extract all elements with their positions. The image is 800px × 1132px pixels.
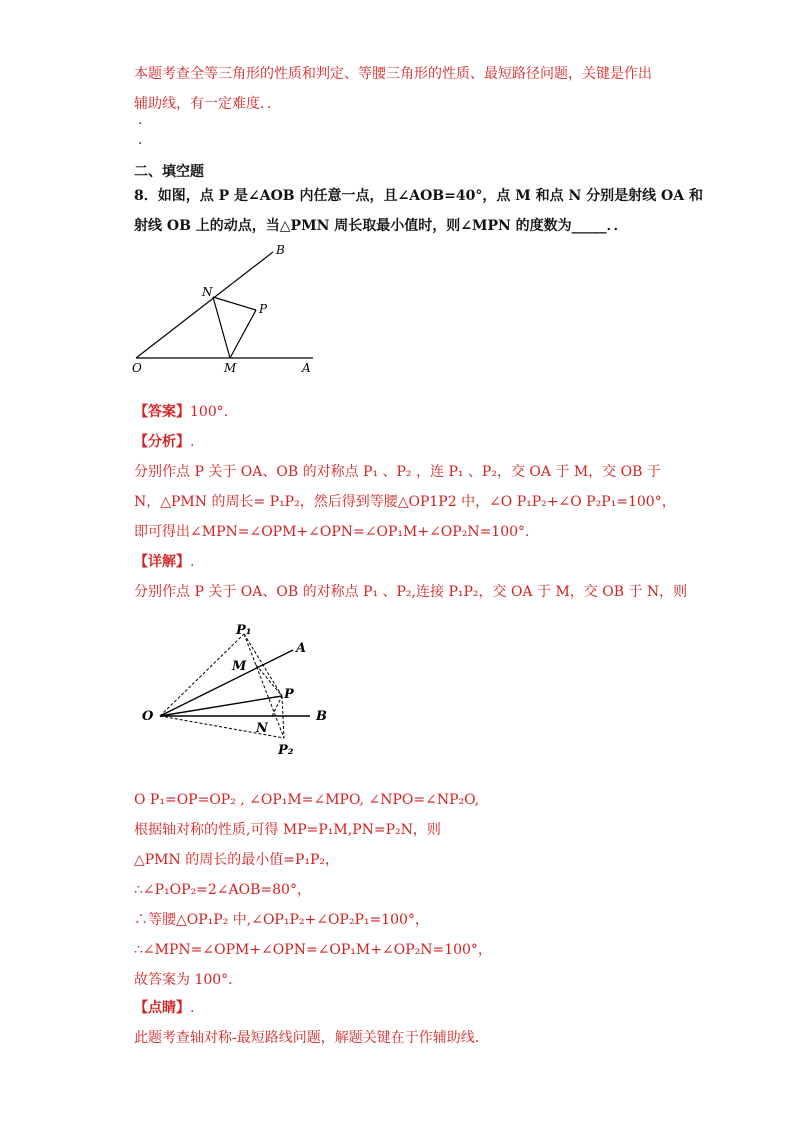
- label-p1: P₁: [236, 623, 252, 638]
- solution-line-4: ∴∠P₁OP₂=2∠AOB=80°，: [134, 882, 311, 898]
- answer-value: 100°.: [190, 404, 229, 420]
- detail-tag: 【详解】: [134, 554, 190, 570]
- ray-ob: [136, 252, 273, 358]
- detail-tail: .: [190, 554, 195, 570]
- dashed-p1p: [244, 634, 282, 696]
- solution-line-3: △PMN 的周长的最小值=P₁P₂，: [134, 852, 340, 868]
- label-a: A: [296, 641, 307, 656]
- label-p: P: [259, 302, 268, 316]
- question-line-1: 8．如图，点 P 是∠AOB 内任意一点，且∠AOB=40°，点 M 和点 N 分别是射线 OA 和: [134, 188, 703, 204]
- remark-tail: .: [190, 1000, 195, 1016]
- dashed-mp: [256, 665, 282, 696]
- segment-pm: [230, 310, 256, 358]
- segment-np: [213, 297, 256, 310]
- answer-row: [134, 402, 228, 422]
- remark-row: [134, 998, 194, 1018]
- remark-line-1: 此题考查轴对称-最短路线问题，解题关键在于作辅助线.: [134, 1030, 480, 1046]
- analysis-line-1: 分别作点 P 关于 OA、OB 的对称点 P₁ 、P₂ ，连 P₁ 、P₂，交 OA 于 M，交 OB 于: [134, 464, 661, 480]
- label-p2: P₂: [278, 743, 294, 758]
- solution-line-6: ∴∠MPN=∠OPM+∠OPN=∠OP₁M+∠OP₂N=100°，: [134, 942, 492, 958]
- label-b: B: [276, 243, 285, 257]
- segment-op: [160, 696, 282, 716]
- intro-line-2: 辅助线，有一定难度．．: [134, 96, 281, 112]
- solution-line-7: 故答案为 100°.: [134, 972, 233, 988]
- label-p: P: [284, 687, 294, 702]
- solution-line-2: 根据轴对称的性质,可得 MP=P₁M,PN=P₂N，则: [134, 822, 441, 838]
- analysis-line-2: N，△PMN 的周长= P₁P₂，然后得到等腰△OP1P2 中，∠O P₁P₂+∠O P₂P₁=100°，: [134, 494, 676, 510]
- dashed-pp2: [282, 696, 284, 738]
- analysis-tail: .: [190, 434, 195, 450]
- dashed-np: [272, 696, 282, 716]
- segment-mn: [213, 297, 230, 358]
- label-b: B: [316, 709, 327, 724]
- label-m: M: [224, 361, 237, 375]
- label-m: M: [232, 659, 247, 674]
- label-a: A: [302, 361, 311, 375]
- analysis-line-3: 即可得出∠MPN=∠OPM+∠OPN=∠OP₁M+∠OP₂N=100°.: [134, 524, 530, 540]
- solution-line-5: ∴等腰△OP₁P₂ 中,∠OP₁P₂+∠OP₂P₁=100°，: [134, 912, 429, 928]
- label-o: O: [142, 709, 154, 724]
- label-o: O: [132, 361, 142, 375]
- label-n: N: [256, 721, 268, 736]
- answer-tag: 【答案】: [134, 404, 190, 420]
- ray-oa: [160, 650, 293, 716]
- intro-dot-1: .: [138, 112, 143, 128]
- label-n: N: [202, 285, 213, 299]
- question-line-2: 射线 OB 上的动点，当△PMN 周长取最小值时，则∠MPN 的度数为_____．．: [134, 218, 628, 234]
- detail-row: [134, 552, 194, 572]
- remark-tag: 【点睛】: [134, 1000, 190, 1016]
- intro-dot-2: .: [138, 132, 143, 148]
- figure-2-diagram: [138, 620, 358, 770]
- analysis-row: [134, 432, 194, 452]
- intro-line-1: 本题考查全等三角形的性质和判定、等腰三角形的性质、最短路径问题，关键是作出: [134, 66, 652, 82]
- figure-1-diagram: [128, 240, 328, 380]
- detail-line-1: 分别作点 P 关于 OA、OB 的对称点 P₁ 、P₂,连接 P₁P₂，交 OA 于 M，交 OB 于 N，则: [134, 584, 688, 600]
- section-title: 二、填空题: [134, 164, 204, 180]
- analysis-tag: 【分析】: [134, 434, 190, 450]
- solution-line-1: O P₁=OP=OP₂ , ∠OP₁M=∠MPO, ∠NPO=∠NP₂O,: [134, 792, 480, 808]
